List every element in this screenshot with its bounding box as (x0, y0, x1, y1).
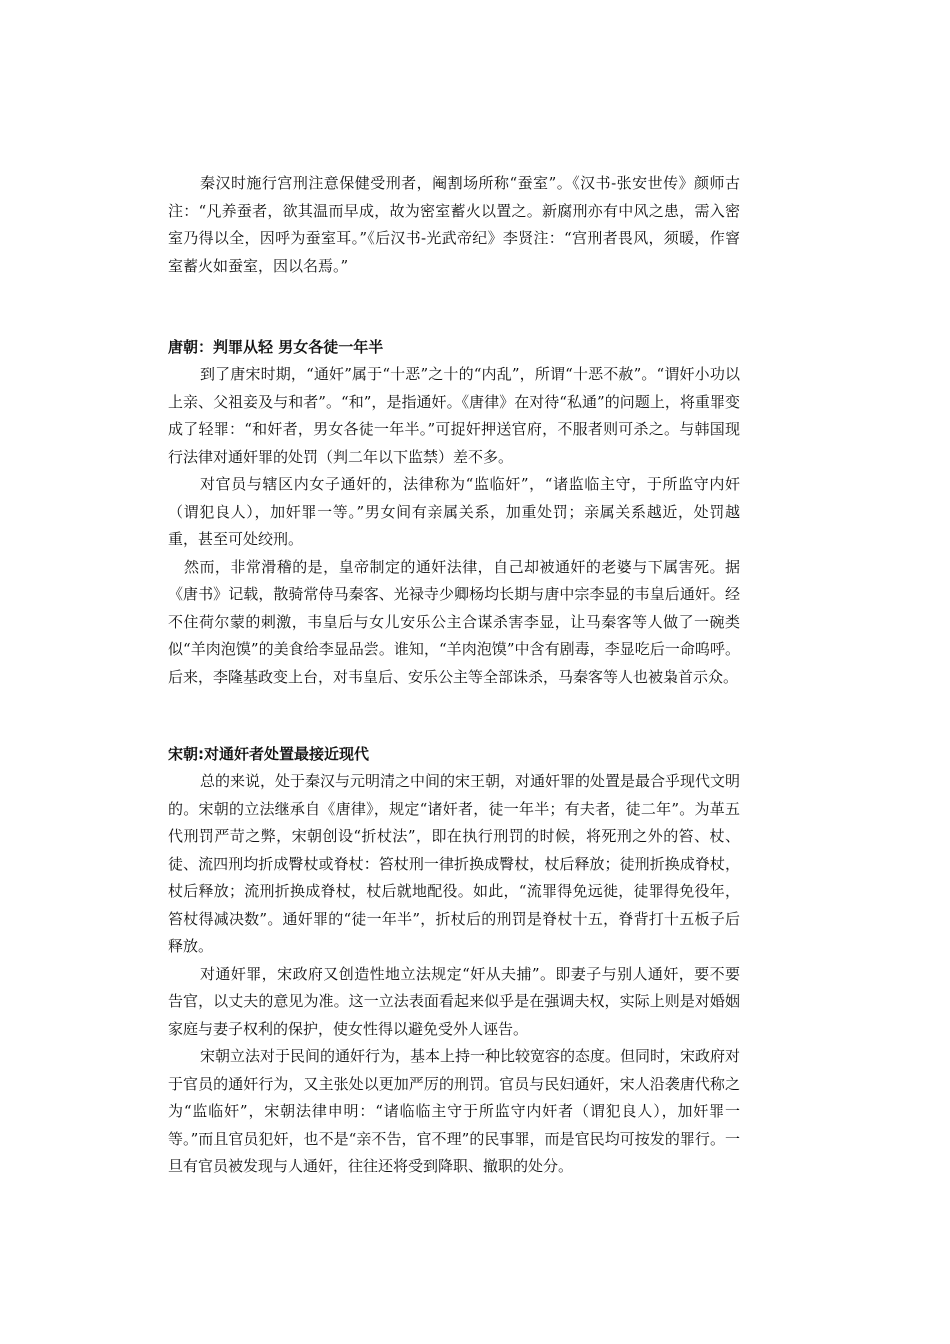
heading-song: 宋朝:对通奸者处置最接近现代 (168, 745, 369, 763)
paragraph-tang-1: 到了唐宋时期，“通奸”属于“十恶”之十的“内乱”，所谓“十恶不赦”。“谓奸小功以上亲、父祖妾及与和者”。“和”，是指通奸。《唐律》在对待“私通”的问题上，将重罪变成了轻罪：“和奸者，男女各徒一年半。”可捉奸押送官府，不服者则可杀之。与韩国现行法律对通奸罪的处罚（判二年以下监禁）差不多。 (168, 365, 740, 466)
section-spacer (168, 691, 740, 741)
document-page (168, 170, 740, 1181)
paragraph-tang-3: 然而，非常滑稽的是，皇帝制定的通奸法律，自己却被通奸的老婆与下属害死。据《唐书》记载，散骑常侍马秦客、光禄寺少卿杨均长期与唐中宗李显的韦皇后通奸。经不住荷尔蒙的刺激，韦皇后与女儿安乐公主合谋杀害李显，让马秦客等人做了一碗类似“羊肉泡馍”的美食给李显品尝。谁知，“羊肉泡馍”中含有剧毒，李显吃后一命呜呼。后来，李隆基政变上台，对韦皇后、安乐公主等全部诛杀，马秦客等人也被枭首示众。 (168, 557, 740, 686)
heading-tang: 唐朝：判罪从轻 男女各徒一年半 (168, 338, 384, 356)
paragraph-qin-han: 秦汉时施行宫刑注意保健受刑者，阉割场所称“蚕室”。《汉书-张安世传》颜师古注：“凡养蚕者，欲其温而早成，故为密室蓄火以置之。新腐刑亦有中风之患，需入密室乃得以全，因呼为蚕室耳。”《后汉书-光武帝纪》李贤注：“宫刑者畏风，须暖，作窨室蓄火如蚕室，因以名焉。” (168, 174, 740, 275)
section-spacer (168, 280, 740, 334)
paragraph-song-1: 总的来说，处于秦汉与元明清之中间的宋王朝，对通奸罪的处置是最合乎现代文明的。宋朝的立法继承自《唐律》，规定“诸奸者，徒一年半；有夫者，徒二年”。为革五代刑罚严苛之弊，宋朝创设“折杖法”，即在执行刑罚的时候，将死刑之外的笞、杖、徒、流四刑均折成臀杖或脊杖：笞杖刑一律折换成臀杖，杖后释放；徒刑折换成脊杖，杖后释放；流刑折换成脊杖，杖后就地配役。如此，“流罪得免远徙，徒罪得免役年，笞杖得减决数”。通奸罪的“徒一年半”，折杖后的刑罚是脊杖十五，脊背打十五板子后释放。 (168, 772, 741, 955)
paragraph-song-3: 宋朝立法对于民间的通奸行为，基本上持一种比较宽容的态度。但同时，宋政府对于官员的通奸行为，又主张处以更加严厉的刑罚。官员与民妇通奸，宋人沿袭唐代称之为“监临奸”，宋朝法律申明：“诸临临主守于所监守内奸者（谓犯良人），加奸罪一等。”而且官员犯奸，也不是“亲不告，官不理”的民事罪，而是官民均可按发的罪行。一旦有官员被发现与人通奸，往往还将受到降职、撤职的处分。 (168, 1047, 741, 1175)
paragraph-song-2: 对通奸罪，宋政府又创造性地立法规定“奸从夫捕”。即妻子与别人通奸，要不要告官，以丈夫的意见为准。这一立法表面看起来似乎是在强调夫权，实际上则是对婚姻家庭与妻子权利的保护，使女性得以避免受外人诬告。 (168, 964, 740, 1038)
paragraph-tang-2: 对官员与辖区内女子通奸的，法律称为“监临奸”，“诸监临主守，于所监守内奸（谓犯良人），加奸罪一等。”男女间有亲属关系，加重处罚；亲属关系越近，处罚越重，甚至可处绞刑。 (168, 475, 740, 548)
